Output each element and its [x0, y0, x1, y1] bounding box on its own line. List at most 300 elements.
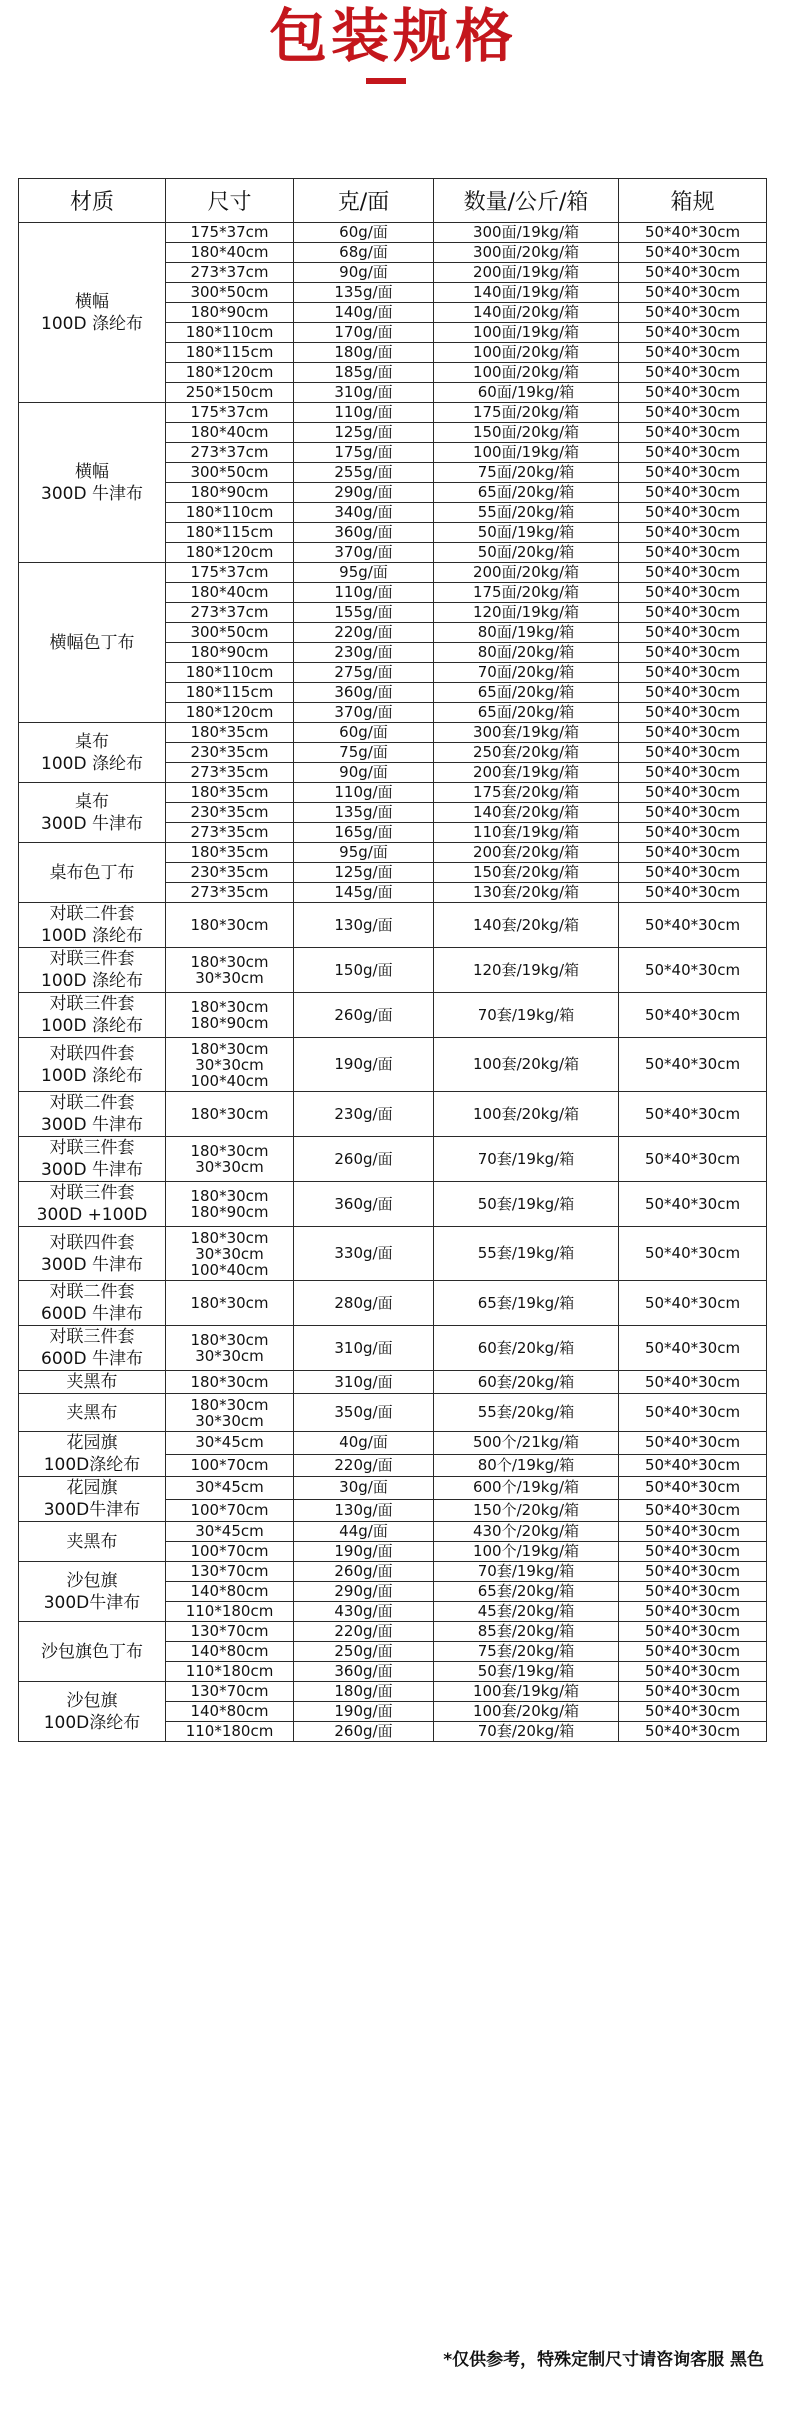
quantity-cell: 130套/20kg/箱 — [434, 883, 619, 903]
quantity-cell: 55套/20kg/箱 — [434, 1394, 619, 1432]
quantity-cell: 175面/20kg/箱 — [434, 403, 619, 423]
size-value: 180*40cm — [190, 423, 269, 441]
size-cell — [166, 823, 294, 843]
size-value: 180*30cm — [190, 1331, 269, 1349]
size-cell — [166, 643, 294, 663]
box-size-cell: 50*40*30cm — [619, 583, 767, 603]
material-cell — [19, 1281, 166, 1326]
size-cell — [166, 1281, 294, 1326]
box-size-cell: 50*40*30cm — [619, 948, 767, 993]
table-row — [19, 1038, 767, 1092]
size-cell — [166, 993, 294, 1038]
material-label: 100D 涤纶布 — [41, 753, 143, 774]
box-size-cell: 50*40*30cm — [619, 523, 767, 543]
material-label: 100D 涤纶布 — [41, 1016, 143, 1036]
size-cell — [166, 1642, 294, 1662]
size-cell — [166, 443, 294, 463]
box-size-cell: 50*40*30cm — [619, 1432, 767, 1455]
box-size-cell: 50*40*30cm — [619, 1227, 767, 1281]
size-cell — [166, 383, 294, 403]
box-size-cell: 50*40*30cm — [619, 643, 767, 663]
box-size-cell: 50*40*30cm — [619, 1522, 767, 1542]
quantity-cell: 300套/19kg/箱 — [434, 723, 619, 743]
box-size-cell: 50*40*30cm — [619, 1682, 767, 1702]
material-label: 300D 牛津布 — [41, 1160, 143, 1180]
quantity-cell: 75套/20kg/箱 — [434, 1642, 619, 1662]
quantity-cell: 65面/20kg/箱 — [434, 483, 619, 503]
size-cell — [166, 903, 294, 948]
weight-cell: 290g/面 — [294, 483, 434, 503]
size-cell — [166, 1682, 294, 1702]
quantity-cell: 175套/20kg/箱 — [434, 783, 619, 803]
size-value: 230*35cm — [190, 743, 269, 761]
weight-cell: 180g/面 — [294, 1682, 434, 1702]
size-value: 180*115cm — [185, 523, 274, 541]
weight-cell: 430g/面 — [294, 1602, 434, 1622]
size-cell — [166, 1499, 294, 1522]
weight-cell: 110g/面 — [294, 403, 434, 423]
quantity-cell: 85套/20kg/箱 — [434, 1622, 619, 1642]
size-cell — [166, 223, 294, 243]
quantity-cell: 70套/20kg/箱 — [434, 1722, 619, 1742]
box-size-cell: 50*40*30cm — [619, 843, 767, 863]
size-cell — [166, 1622, 294, 1642]
quantity-cell: 50面/19kg/箱 — [434, 523, 619, 543]
material-cell — [19, 223, 166, 403]
box-size-cell: 50*40*30cm — [619, 1281, 767, 1326]
material-cell — [19, 783, 166, 843]
quantity-cell: 80面/20kg/箱 — [434, 643, 619, 663]
table-row — [19, 1477, 767, 1500]
size-cell — [166, 563, 294, 583]
size-cell — [166, 303, 294, 323]
weight-cell: 140g/面 — [294, 303, 434, 323]
table-row — [19, 563, 767, 583]
size-value: 273*37cm — [190, 443, 269, 461]
weight-cell: 145g/面 — [294, 883, 434, 903]
material-label: 100D涤纶布 — [43, 1455, 141, 1475]
size-value: 273*35cm — [190, 763, 269, 781]
material-cell — [19, 1227, 166, 1281]
size-cell — [166, 863, 294, 883]
table-row — [19, 223, 767, 243]
table-row — [19, 1182, 767, 1227]
weight-cell: 165g/面 — [294, 823, 434, 843]
quantity-cell: 100面/19kg/箱 — [434, 443, 619, 463]
quantity-cell: 200面/20kg/箱 — [434, 563, 619, 583]
size-value: 180*90cm — [190, 303, 269, 321]
size-value: 180*30cm — [190, 1142, 269, 1160]
quantity-cell: 65面/20kg/箱 — [434, 683, 619, 703]
quantity-cell: 300面/20kg/箱 — [434, 243, 619, 263]
size-cell — [166, 1092, 294, 1137]
material-label: 对联二件套 — [49, 1282, 135, 1302]
box-size-cell: 50*40*30cm — [619, 623, 767, 643]
table-row — [19, 1227, 767, 1281]
box-size-cell: 50*40*30cm — [619, 783, 767, 803]
weight-cell: 370g/面 — [294, 543, 434, 563]
material-label: 对联二件套 — [49, 904, 135, 924]
table-row — [19, 843, 767, 863]
size-cell — [166, 1722, 294, 1742]
material-cell — [19, 1522, 166, 1562]
size-value: 140*80cm — [190, 1642, 269, 1660]
weight-cell: 68g/面 — [294, 243, 434, 263]
quantity-cell: 100套/20kg/箱 — [434, 1092, 619, 1137]
material-label: 对联四件套 — [49, 1043, 135, 1064]
quantity-cell: 430个/20kg/箱 — [434, 1522, 619, 1542]
material-label: 对联三件套 — [49, 1138, 135, 1158]
size-cell — [166, 1477, 294, 1500]
material-cell — [19, 1092, 166, 1137]
box-size-cell: 50*40*30cm — [619, 483, 767, 503]
weight-cell: 135g/面 — [294, 803, 434, 823]
table-row — [19, 1622, 767, 1642]
size-cell — [166, 343, 294, 363]
size-cell — [166, 1562, 294, 1582]
box-size-cell: 50*40*30cm — [619, 1371, 767, 1394]
quantity-cell: 70面/20kg/箱 — [434, 663, 619, 683]
material-label: 沙包旗色丁布 — [41, 1641, 143, 1662]
header-weight: 克/面 — [294, 179, 434, 223]
box-size-cell: 50*40*30cm — [619, 1662, 767, 1682]
box-size-cell: 50*40*30cm — [619, 723, 767, 743]
box-size-cell: 50*40*30cm — [619, 283, 767, 303]
table-row — [19, 1137, 767, 1182]
material-cell — [19, 563, 166, 723]
weight-cell: 150g/面 — [294, 948, 434, 993]
weight-cell: 60g/面 — [294, 723, 434, 743]
quantity-cell: 150个/20kg/箱 — [434, 1499, 619, 1522]
material-label: 横幅 — [75, 291, 109, 312]
box-size-cell: 50*40*30cm — [619, 1038, 767, 1092]
size-value: 30*30cm — [195, 1244, 264, 1263]
quantity-cell: 100套/19kg/箱 — [434, 1682, 619, 1702]
size-value: 130*70cm — [190, 1562, 269, 1580]
quantity-cell: 100个/19kg/箱 — [434, 1542, 619, 1562]
size-value: 175*37cm — [190, 403, 269, 421]
weight-cell: 340g/面 — [294, 503, 434, 523]
size-value: 140*80cm — [190, 1702, 269, 1720]
size-cell — [166, 263, 294, 283]
weight-cell: 90g/面 — [294, 763, 434, 783]
box-size-cell: 50*40*30cm — [619, 463, 767, 483]
size-cell — [166, 1182, 294, 1227]
weight-cell: 95g/面 — [294, 563, 434, 583]
footnote: *仅供参考，特殊定制尺寸请咨询客服 黑色 — [443, 2350, 764, 2370]
weight-cell: 125g/面 — [294, 423, 434, 443]
size-value: 180*30cm — [190, 953, 269, 971]
weight-cell: 370g/面 — [294, 703, 434, 723]
box-size-cell: 50*40*30cm — [619, 1454, 767, 1477]
size-cell — [166, 723, 294, 743]
table-row — [19, 403, 767, 423]
quantity-cell: 55套/19kg/箱 — [434, 1227, 619, 1281]
size-cell — [166, 403, 294, 423]
material-cell — [19, 1137, 166, 1182]
box-size-cell: 50*40*30cm — [619, 263, 767, 283]
quantity-cell: 100面/19kg/箱 — [434, 323, 619, 343]
size-value: 30*30cm — [195, 1411, 264, 1430]
weight-cell: 135g/面 — [294, 283, 434, 303]
size-cell — [166, 1227, 294, 1281]
box-size-cell: 50*40*30cm — [619, 1499, 767, 1522]
size-value: 180*115cm — [185, 343, 274, 361]
size-cell — [166, 1371, 294, 1394]
material-label: 600D 牛津布 — [41, 1304, 143, 1324]
size-cell — [166, 1662, 294, 1682]
size-value: 30*45cm — [195, 1522, 264, 1540]
weight-cell: 185g/面 — [294, 363, 434, 383]
quantity-cell: 65套/20kg/箱 — [434, 1582, 619, 1602]
material-label: 桌布 — [75, 791, 109, 812]
material-cell — [19, 993, 166, 1038]
table-row — [19, 1682, 767, 1702]
size-cell — [166, 463, 294, 483]
size-cell — [166, 1432, 294, 1455]
size-value: 230*35cm — [190, 803, 269, 821]
size-value: 300*50cm — [190, 463, 269, 481]
material-cell — [19, 903, 166, 948]
size-cell — [166, 1702, 294, 1722]
box-size-cell: 50*40*30cm — [619, 703, 767, 723]
material-label: 桌布色丁布 — [49, 862, 135, 883]
quantity-cell: 140套/20kg/箱 — [434, 903, 619, 948]
material-label: 300D牛津布 — [43, 1500, 141, 1520]
size-value: 100*40cm — [190, 1071, 269, 1090]
material-label: 100D 涤纶布 — [41, 313, 143, 334]
quantity-cell: 500个/21kg/箱 — [434, 1432, 619, 1455]
weight-cell: 260g/面 — [294, 1562, 434, 1582]
size-value: 175*37cm — [190, 563, 269, 581]
size-value: 30*30cm — [195, 1158, 264, 1176]
table-row — [19, 1432, 767, 1455]
box-size-cell: 50*40*30cm — [619, 883, 767, 903]
size-cell — [166, 1542, 294, 1562]
quantity-cell: 250套/20kg/箱 — [434, 743, 619, 763]
material-label: 100D 涤纶布 — [41, 971, 143, 991]
size-value: 273*35cm — [190, 823, 269, 841]
quantity-cell: 70套/19kg/箱 — [434, 1137, 619, 1182]
size-value: 250*150cm — [185, 383, 274, 401]
weight-cell: 250g/面 — [294, 1642, 434, 1662]
weight-cell: 230g/面 — [294, 1092, 434, 1137]
weight-cell: 60g/面 — [294, 223, 434, 243]
quantity-cell: 65套/19kg/箱 — [434, 1281, 619, 1326]
weight-cell: 130g/面 — [294, 1499, 434, 1522]
size-value: 273*35cm — [190, 883, 269, 901]
quantity-cell: 50面/20kg/箱 — [434, 543, 619, 563]
material-label: 300D牛津布 — [43, 1592, 141, 1613]
box-size-cell: 50*40*30cm — [619, 1477, 767, 1500]
size-cell — [166, 623, 294, 643]
material-cell — [19, 403, 166, 563]
box-size-cell: 50*40*30cm — [619, 1326, 767, 1371]
quantity-cell: 70套/19kg/箱 — [434, 993, 619, 1038]
quantity-cell: 100面/20kg/箱 — [434, 363, 619, 383]
box-size-cell: 50*40*30cm — [619, 993, 767, 1038]
material-label: 300D 牛津布 — [41, 1254, 143, 1275]
table-row — [19, 783, 767, 803]
quantity-cell: 60套/20kg/箱 — [434, 1326, 619, 1371]
size-cell — [166, 603, 294, 623]
weight-cell: 110g/面 — [294, 583, 434, 603]
material-label: 300D 牛津布 — [41, 483, 143, 504]
title-underline — [366, 78, 406, 84]
material-label: 花园旗 — [66, 1478, 118, 1498]
header-size: 尺寸 — [166, 179, 294, 223]
quantity-cell: 200套/20kg/箱 — [434, 843, 619, 863]
material-label: 横幅 — [75, 461, 109, 482]
weight-cell: 310g/面 — [294, 1371, 434, 1394]
box-size-cell: 50*40*30cm — [619, 603, 767, 623]
material-label: 300D 牛津布 — [41, 1115, 143, 1135]
size-cell — [166, 1137, 294, 1182]
material-cell — [19, 1477, 166, 1522]
size-cell — [166, 543, 294, 563]
box-size-cell: 50*40*30cm — [619, 303, 767, 323]
size-cell — [166, 1394, 294, 1432]
quantity-cell: 50套/19kg/箱 — [434, 1182, 619, 1227]
size-value: 180*30cm — [190, 1395, 269, 1414]
weight-cell: 310g/面 — [294, 383, 434, 403]
weight-cell: 290g/面 — [294, 1582, 434, 1602]
weight-cell: 360g/面 — [294, 523, 434, 543]
quantity-cell: 100套/20kg/箱 — [434, 1038, 619, 1092]
size-value: 180*40cm — [190, 243, 269, 261]
material-cell — [19, 1371, 166, 1394]
weight-cell: 220g/面 — [294, 623, 434, 643]
size-value: 100*70cm — [190, 1542, 269, 1560]
weight-cell: 220g/面 — [294, 1454, 434, 1477]
size-value: 180*110cm — [185, 503, 274, 521]
table-row — [19, 1562, 767, 1582]
size-value: 180*35cm — [190, 843, 269, 861]
size-cell — [166, 663, 294, 683]
weight-cell: 230g/面 — [294, 643, 434, 663]
weight-cell: 360g/面 — [294, 683, 434, 703]
size-value: 180*90cm — [190, 643, 269, 661]
material-label: 桌布 — [75, 731, 109, 752]
table-row — [19, 1371, 767, 1394]
size-cell — [166, 783, 294, 803]
box-size-cell: 50*40*30cm — [619, 1622, 767, 1642]
box-size-cell: 50*40*30cm — [619, 743, 767, 763]
material-label: 花园旗 — [66, 1433, 118, 1453]
material-label: 对联三件套 — [49, 949, 135, 969]
size-cell — [166, 243, 294, 263]
box-size-cell: 50*40*30cm — [619, 1702, 767, 1722]
box-size-cell: 50*40*30cm — [619, 1562, 767, 1582]
size-cell — [166, 1326, 294, 1371]
quantity-cell: 45套/20kg/箱 — [434, 1602, 619, 1622]
weight-cell: 220g/面 — [294, 1622, 434, 1642]
size-cell — [166, 1582, 294, 1602]
size-value: 180*30cm — [190, 1228, 269, 1247]
size-cell — [166, 803, 294, 823]
table-body — [19, 223, 767, 1742]
size-value: 300*50cm — [190, 283, 269, 301]
weight-cell: 255g/面 — [294, 463, 434, 483]
size-value: 30*30cm — [195, 969, 264, 987]
material-label: 对联二件套 — [49, 1093, 135, 1113]
weight-cell: 125g/面 — [294, 863, 434, 883]
size-value: 100*40cm — [190, 1260, 269, 1279]
quantity-cell: 300面/19kg/箱 — [434, 223, 619, 243]
material-cell — [19, 948, 166, 993]
material-label: 100D 涤纶布 — [41, 1065, 143, 1086]
size-cell — [166, 683, 294, 703]
size-cell — [166, 763, 294, 783]
quantity-cell: 55面/20kg/箱 — [434, 503, 619, 523]
size-value: 140*80cm — [190, 1582, 269, 1600]
size-value: 180*90cm — [190, 483, 269, 501]
table-row — [19, 993, 767, 1038]
size-value: 180*30cm — [190, 998, 269, 1016]
quantity-cell: 200面/19kg/箱 — [434, 263, 619, 283]
quantity-cell: 80面/19kg/箱 — [434, 623, 619, 643]
quantity-cell: 60套/20kg/箱 — [434, 1371, 619, 1394]
material-cell — [19, 1682, 166, 1742]
size-value: 30*30cm — [195, 1347, 264, 1365]
size-value: 180*110cm — [185, 323, 274, 341]
weight-cell: 190g/面 — [294, 1038, 434, 1092]
quantity-cell: 70套/19kg/箱 — [434, 1562, 619, 1582]
box-size-cell: 50*40*30cm — [619, 423, 767, 443]
table-row — [19, 1326, 767, 1371]
size-value: 30*45cm — [195, 1478, 264, 1497]
size-value: 100*70cm — [190, 1455, 269, 1474]
table-row — [19, 903, 767, 948]
material-cell — [19, 1394, 166, 1432]
box-size-cell: 50*40*30cm — [619, 563, 767, 583]
size-cell — [166, 423, 294, 443]
material-label: 横幅色丁布 — [49, 632, 135, 653]
quantity-cell: 100套/20kg/箱 — [434, 1702, 619, 1722]
material-cell — [19, 843, 166, 903]
box-size-cell: 50*40*30cm — [619, 343, 767, 363]
box-size-cell: 50*40*30cm — [619, 863, 767, 883]
weight-cell: 190g/面 — [294, 1542, 434, 1562]
quantity-cell: 600个/19kg/箱 — [434, 1477, 619, 1500]
material-label: 对联四件套 — [49, 1232, 135, 1253]
box-size-cell: 50*40*30cm — [619, 223, 767, 243]
material-label: 300D 牛津布 — [41, 813, 143, 834]
size-cell — [166, 503, 294, 523]
size-value: 180*30cm — [190, 1187, 269, 1205]
size-value: 180*30cm — [190, 1039, 269, 1058]
size-value: 30*45cm — [195, 1433, 264, 1452]
header-material: 材质 — [19, 179, 166, 223]
weight-cell: 350g/面 — [294, 1394, 434, 1432]
quantity-cell: 140面/19kg/箱 — [434, 283, 619, 303]
size-value: 180*120cm — [185, 363, 274, 381]
box-size-cell: 50*40*30cm — [619, 683, 767, 703]
size-cell — [166, 703, 294, 723]
quantity-cell: 175面/20kg/箱 — [434, 583, 619, 603]
quantity-cell: 75面/20kg/箱 — [434, 463, 619, 483]
weight-cell: 190g/面 — [294, 1702, 434, 1722]
weight-cell: 40g/面 — [294, 1432, 434, 1455]
size-value: 180*120cm — [185, 703, 274, 721]
quantity-cell: 60面/19kg/箱 — [434, 383, 619, 403]
table-row — [19, 1394, 767, 1432]
box-size-cell: 50*40*30cm — [619, 363, 767, 383]
size-value: 180*120cm — [185, 543, 274, 561]
box-size-cell: 50*40*30cm — [619, 503, 767, 523]
weight-cell: 30g/面 — [294, 1477, 434, 1500]
size-value: 180*30cm — [190, 915, 269, 934]
